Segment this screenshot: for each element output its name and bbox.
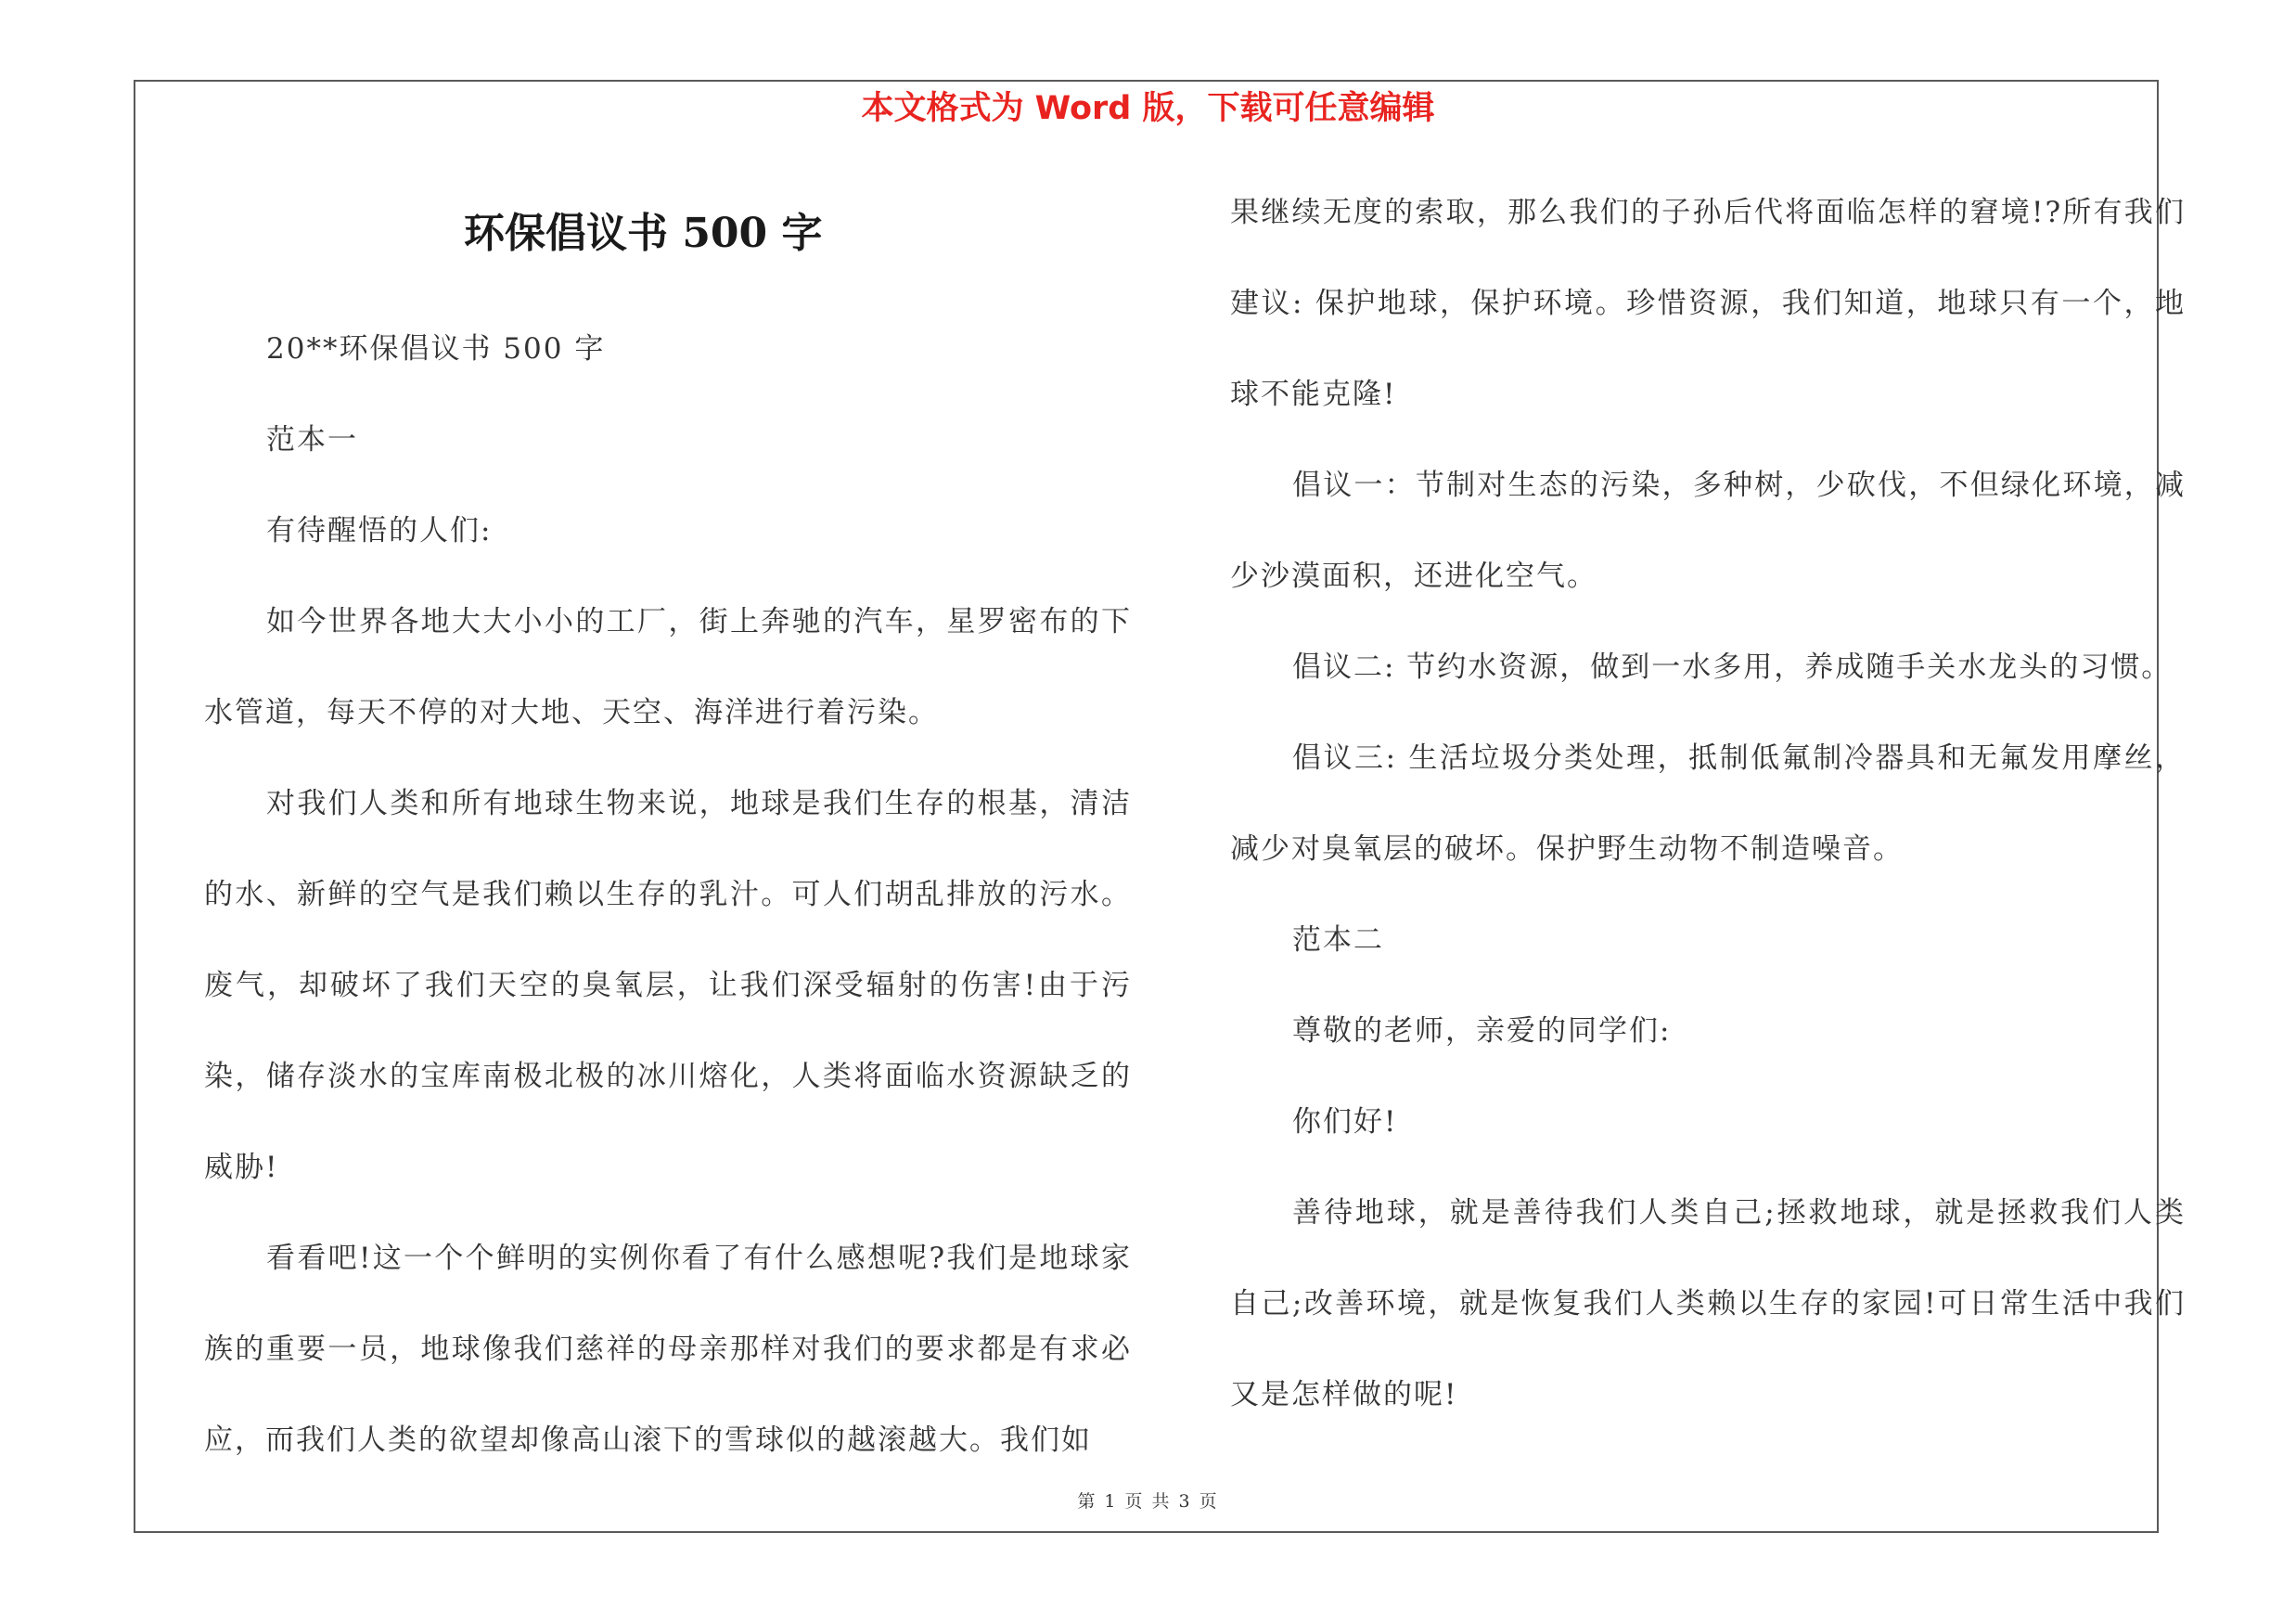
paragraph-salutation: 尊敬的老师，亲爱的同学们:: [1292, 1014, 1672, 1048]
paragraph-body: 看看吧!这一个个鲜明的实例你看了有什么感想呢?我们是地球家族的重要一员，地球像我们慈祥的母亲那样对我们的要求都是有求必应，而我们人类的欲望却像高山滚下的雪球似的越滚越大。我们如: [204, 1242, 1132, 1457]
paragraph-body: 如今世界各地大大小小的工厂，街上奔驰的汽车，星罗密布的下水管道，每天不停的对大地、天空、海洋进行着污染。: [204, 605, 1132, 729]
paragraph-proposal-two: 倡议二: 节约水资源，做到一水多用，养成随手关水龙头的习惯。: [1292, 650, 2173, 684]
paragraph-body: 对我们人类和所有地球生物来说，地球是我们生存的根基，清洁的水、新鲜的空气是我们赖以生存的乳汁。可人们胡乱排放的污水。废气，却破坏了我们天空的臭氧层，让我们深受辐射的伤害!由于污染，储存淡水的宝库南极北极的冰川熔化，人类将面临水资源缺乏的威胁!: [204, 787, 1132, 1184]
word-format-notice: 本文格式为 Word 版，下载可任意编辑: [861, 90, 1435, 127]
page-number: 第 1 页 共 3 页: [1077, 1491, 1219, 1512]
paragraph-salutation: 有待醒悟的人们:: [266, 514, 493, 547]
left-column: [204, 303, 1132, 1486]
paragraph-sample-two-label: 范本二: [1292, 923, 1384, 957]
document-title: 环保倡议书 500 字: [464, 210, 823, 257]
paragraph-heading: 20**环保倡议书 500 字: [266, 332, 606, 366]
right-column: [1230, 167, 2186, 1440]
paragraph-proposal-one: 倡议一：节制对生态的污染，多种树，少砍伐，不但绿化环境，减少沙漠面积，还进化空气。: [1230, 469, 2186, 593]
paragraph-continuation: 果继续无度的索取，那么我们的子孙后代将面临怎样的窘境!?所有我们建议: 保护地球，保护环境。珍惜资源，我们知道，地球只有一个，地球不能克隆!: [1230, 196, 2186, 411]
paragraph-sample-one-label: 范本一: [266, 423, 358, 457]
paragraph-greeting: 你们好!: [1292, 1105, 1398, 1139]
paragraph-proposal-three: 倡议三: 生活垃圾分类处理，抵制低氟制冷器具和无氟发用摩丝，减少对臭氧层的破坏。保护野生动物不制造噪音。: [1230, 741, 2186, 866]
paragraph-body: 善待地球，就是善待我们人类自己;拯救地球，就是拯救我们人类自己;改善环境，就是恢复我们人类赖以生存的家园!可日常生活中我们又是怎样做的呢!: [1230, 1196, 2186, 1411]
